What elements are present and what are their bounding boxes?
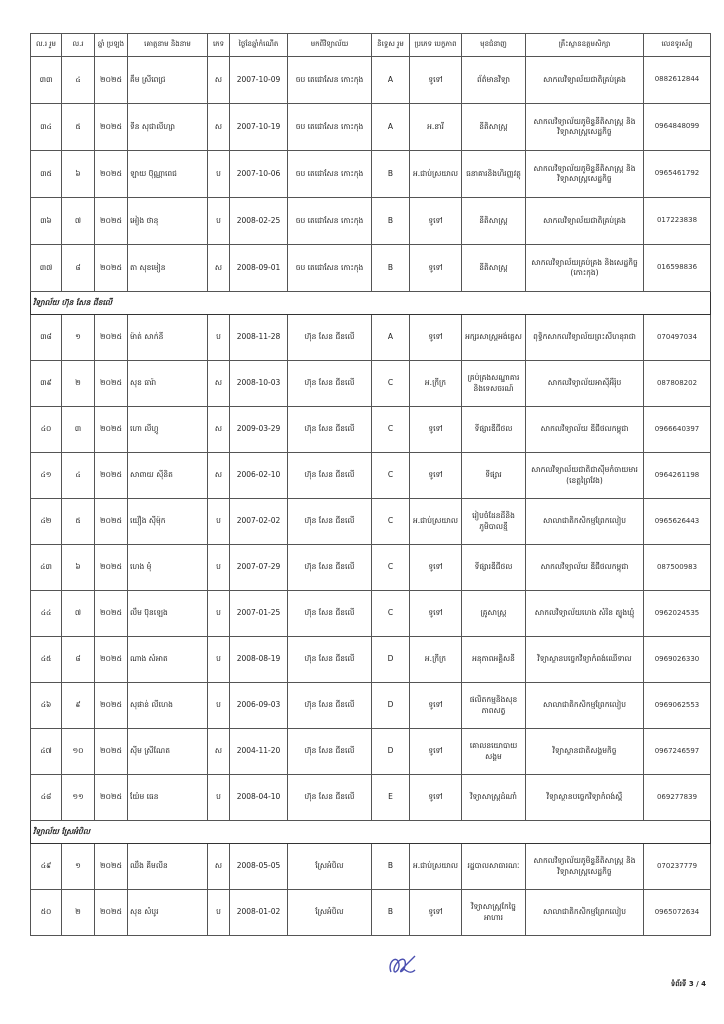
- cell-total-index: ៤៣: [31, 545, 62, 591]
- cell-total-index: ៣៩: [31, 361, 62, 407]
- cell-phone-number: 0964261198: [644, 453, 711, 499]
- table-row: [31, 637, 711, 683]
- cell-sex: ប: [208, 198, 230, 245]
- cell-group-index: ៧: [62, 198, 95, 245]
- cell-total-index: ៤៨: [31, 775, 62, 821]
- cell-overall-grade: B: [372, 245, 410, 292]
- table-row: [31, 57, 711, 104]
- cell-institution: សាលាជាតិកសិកម្មព្រែកលៀប: [526, 683, 644, 729]
- cell-exam-year: ២០២៥: [95, 151, 128, 198]
- cell-date-of-birth: 2006-02-10: [230, 453, 288, 499]
- cell-major: គោលនយោបាយសង្គម: [462, 729, 526, 775]
- cell-from-school: ស្រែអំបិល: [288, 890, 372, 936]
- cell-from-school: ចប តេជោសែន កោះកុង: [288, 57, 372, 104]
- cell-from-school: ហ៊ុន សែន ជីខលើ: [288, 407, 372, 453]
- cell-institution: សាកលវិទ្យាល័យអាស៊ីអឺរ៉ុប: [526, 361, 644, 407]
- cell-date-of-birth: 2008-05-05: [230, 844, 288, 890]
- cell-phone-number: 0965461792: [644, 151, 711, 198]
- cell-full-name: អៀង ថានុ: [128, 198, 208, 245]
- cell-date-of-birth: 2006-09-03: [230, 683, 288, 729]
- cell-overall-grade: B: [372, 151, 410, 198]
- cell-full-name: ឈឹង គីមលីន: [128, 844, 208, 890]
- cell-phone-number: 069277839: [644, 775, 711, 821]
- cell-date-of-birth: 2008-10-03: [230, 361, 288, 407]
- cell-total-index: ៣៤: [31, 104, 62, 151]
- cell-major: ធនាគារនិងហិរញ្ញវត្ថុ: [462, 151, 526, 198]
- cell-exam-year: ២០២៥: [95, 57, 128, 104]
- cell-phone-number: 0969026330: [644, 637, 711, 683]
- cell-major: អក្សរសាស្ត្រអង់គ្លេស: [462, 315, 526, 361]
- cell-from-school: ស្រែអំបិល: [288, 844, 372, 890]
- cell-total-index: ៤៤: [31, 591, 62, 637]
- cell-phone-number: 087808202: [644, 361, 711, 407]
- cell-total-index: ៥០: [31, 890, 62, 936]
- cell-exam-year: ២០២៥: [95, 729, 128, 775]
- table-row: [31, 198, 711, 245]
- cell-from-school: ហ៊ុន សែន ជីខលើ: [288, 775, 372, 821]
- cell-major: នីតិសាស្ត្រ: [462, 245, 526, 292]
- cell-group-index: ៦: [62, 151, 95, 198]
- cell-overall-grade: B: [372, 844, 410, 890]
- cell-group-index: ៨: [62, 245, 95, 292]
- cell-full-name: ឡាយ ប៊ុណ្ណាពេជ: [128, 151, 208, 198]
- cell-major: នីតិសាស្ត្រ: [462, 104, 526, 151]
- cell-sex: ស: [208, 453, 230, 499]
- cell-group-index: ៤: [62, 57, 95, 104]
- cell-overall-grade: C: [372, 591, 410, 637]
- cell-overall-grade: D: [372, 637, 410, 683]
- cell-exam-year: ២០២៥: [95, 890, 128, 936]
- cell-total-index: ៤៦: [31, 683, 62, 729]
- cell-institution: សាលាជាតិកសិកម្មព្រែកលៀប: [526, 890, 644, 936]
- table-row: [31, 844, 711, 890]
- cell-exam-year: ២០២៥: [95, 315, 128, 361]
- cell-candidate-type: អ.ជាប់ស្រយាល: [410, 499, 462, 545]
- cell-exam-year: ២០២៥: [95, 844, 128, 890]
- student-results-table: [30, 33, 711, 936]
- cell-full-name: ហោ លីហ្គូ: [128, 407, 208, 453]
- header-phone-number: លេខទូរស័ព្ទ: [644, 34, 711, 57]
- page-number: ទំព័រទី 3 / 4: [670, 980, 706, 988]
- cell-overall-grade: C: [372, 545, 410, 591]
- cell-full-name: ណាង សំអាត: [128, 637, 208, 683]
- cell-exam-year: ២០២៥: [95, 453, 128, 499]
- cell-institution: សាកលវិទ្យាល័យជាតិជាស៊ីមកំចាយមារ (ខេត្តព្រៃវែង): [526, 453, 644, 499]
- cell-date-of-birth: 2007-10-06: [230, 151, 288, 198]
- cell-phone-number: 0969062553: [644, 683, 711, 729]
- cell-full-name: ស៊ីម ស្រីណែត: [128, 729, 208, 775]
- cell-from-school: ចប តេជោសែន កោះកុង: [288, 245, 372, 292]
- cell-total-index: ៤៩: [31, 844, 62, 890]
- cell-group-index: ៤: [62, 453, 95, 499]
- cell-exam-year: ២០២៥: [95, 245, 128, 292]
- cell-institution: សាកលវិទ្យាល័យគ្រប់គ្រង និងសេដ្ឋកិច្ច (កោះកុង): [526, 245, 644, 292]
- header-overall-grade: និទ្ទេស រួម: [372, 34, 410, 57]
- cell-institution: សាកលវិទ្យាល័យជាតិគ្រប់គ្រង: [526, 198, 644, 245]
- cell-phone-number: 0965072634: [644, 890, 711, 936]
- cell-total-index: ៤០: [31, 407, 62, 453]
- cell-total-index: ៣៥: [31, 151, 62, 198]
- cell-total-index: ៤៧: [31, 729, 62, 775]
- section-school-name: វិទ្យាល័យ ស្រែអំបិល: [31, 821, 711, 844]
- cell-major: ផលិតកម្មនិងសុខភាពសត្វ: [462, 683, 526, 729]
- cell-sex: ស: [208, 245, 230, 292]
- cell-total-index: ៣៨: [31, 315, 62, 361]
- cell-candidate-type: ទូទៅ: [410, 545, 462, 591]
- cell-total-index: ៣៦: [31, 198, 62, 245]
- table-row: [31, 591, 711, 637]
- cell-sex: ស: [208, 104, 230, 151]
- cell-overall-grade: D: [372, 683, 410, 729]
- cell-group-index: ២: [62, 361, 95, 407]
- cell-exam-year: ២០២៥: [95, 499, 128, 545]
- cell-from-school: ហ៊ុន សែន ជីខលើ: [288, 729, 372, 775]
- cell-exam-year: ២០២៥: [95, 591, 128, 637]
- header-full-name: គោត្តនាម និងនាម: [128, 34, 208, 57]
- header-sex: ភេទ: [208, 34, 230, 57]
- cell-full-name: សាពាយ ស៊ីនិត: [128, 453, 208, 499]
- cell-date-of-birth: 2007-02-02: [230, 499, 288, 545]
- cell-institution: សាកលវិទ្យាល័យ ឌីជីថលកម្ពុជា: [526, 407, 644, 453]
- table-row: [31, 315, 711, 361]
- cell-full-name: ទីន សុជាលីហ្សា: [128, 104, 208, 151]
- table-row: [31, 453, 711, 499]
- cell-group-index: ១: [62, 315, 95, 361]
- section-school-name: វិទ្យាល័យ ហ៊ុន សែន ជីខលើ: [31, 292, 711, 315]
- cell-group-index: ៥: [62, 499, 95, 545]
- cell-total-index: ៣៣: [31, 57, 62, 104]
- cell-candidate-type: ទូទៅ: [410, 775, 462, 821]
- cell-candidate-type: ទូទៅ: [410, 453, 462, 499]
- cell-group-index: ១០: [62, 729, 95, 775]
- cell-group-index: ២: [62, 890, 95, 936]
- cell-from-school: ហ៊ុន សែន ជីខលើ: [288, 499, 372, 545]
- table-row: [31, 499, 711, 545]
- cell-overall-grade: D: [372, 729, 410, 775]
- cell-exam-year: ២០២៥: [95, 407, 128, 453]
- cell-institution: សាកលវិទ្យាល័យភូមិន្ទនីតិសាស្ត្រ និងវិទ្យាសាស្ត្រសេដ្ឋកិច្ច: [526, 844, 644, 890]
- cell-exam-year: ២០២៥: [95, 637, 128, 683]
- cell-candidate-type: អ.ជាប់ស្រយាល: [410, 844, 462, 890]
- cell-institution: សាកលវិទ្យាល័យ ឌីជីថលកម្ពុជា: [526, 545, 644, 591]
- cell-exam-year: ២០២៥: [95, 545, 128, 591]
- cell-sex: ប: [208, 591, 230, 637]
- cell-phone-number: 087500983: [644, 545, 711, 591]
- cell-group-index: ៧: [62, 591, 95, 637]
- cell-date-of-birth: 2004-11-20: [230, 729, 288, 775]
- cell-candidate-type: អ.ជាប់ស្រយាល: [410, 151, 462, 198]
- cell-overall-grade: A: [372, 57, 410, 104]
- cell-sex: ប: [208, 890, 230, 936]
- cell-exam-year: ២០២៥: [95, 775, 128, 821]
- cell-full-name: សុខ ធារ៉ា: [128, 361, 208, 407]
- cell-total-index: ៤២: [31, 499, 62, 545]
- cell-major: នីតិសាស្ត្រ: [462, 198, 526, 245]
- cell-phone-number: 0966640397: [644, 407, 711, 453]
- cell-sex: ប: [208, 151, 230, 198]
- cell-group-index: ៦: [62, 545, 95, 591]
- cell-phone-number: 0882612844: [644, 57, 711, 104]
- header-total-index: ល.រ រួម: [31, 34, 62, 57]
- cell-phone-number: 0967246597: [644, 729, 711, 775]
- header-major: មុខជំនាញ: [462, 34, 526, 57]
- cell-from-school: ហ៊ុន សែន ជីខលើ: [288, 591, 372, 637]
- cell-institution: សាកលវិទ្យាល័យហេង សំរិន ត្បូងឃ្មុំ: [526, 591, 644, 637]
- cell-candidate-type: ទូទៅ: [410, 407, 462, 453]
- cell-date-of-birth: 2008-04-10: [230, 775, 288, 821]
- cell-exam-year: ២០២៥: [95, 361, 128, 407]
- cell-candidate-type: អ.នារី: [410, 104, 462, 151]
- table-row: [31, 729, 711, 775]
- cell-candidate-type: អ.ក្រីក្រ: [410, 637, 462, 683]
- table-row: [31, 407, 711, 453]
- cell-date-of-birth: 2008-09-01: [230, 245, 288, 292]
- cell-candidate-type: អ.ក្រីក្រ: [410, 361, 462, 407]
- cell-sex: ស: [208, 729, 230, 775]
- cell-exam-year: ២០២៥: [95, 104, 128, 151]
- table-row: [31, 890, 711, 936]
- cell-full-name: លឹម ប៊ុនឡេង: [128, 591, 208, 637]
- cell-overall-grade: C: [372, 499, 410, 545]
- cell-phone-number: 017223838: [644, 198, 711, 245]
- cell-overall-grade: B: [372, 198, 410, 245]
- cell-full-name: ម៉ាត់ សាក់នី: [128, 315, 208, 361]
- cell-from-school: ចប តេជោសែន កោះកុង: [288, 104, 372, 151]
- table-row: [31, 151, 711, 198]
- cell-full-name: សុខ សំបូរ: [128, 890, 208, 936]
- cell-sex: ស: [208, 407, 230, 453]
- cell-group-index: ៥: [62, 104, 95, 151]
- cell-from-school: ចប តេជោសែន កោះកុង: [288, 198, 372, 245]
- cell-major: វិទ្យាសាស្ត្រដំណាំ: [462, 775, 526, 821]
- cell-total-index: ៣៧: [31, 245, 62, 292]
- cell-total-index: ៤៥: [31, 637, 62, 683]
- header-exam-year: ឆ្នាំ ប្រឡង: [95, 34, 128, 57]
- cell-overall-grade: B: [372, 890, 410, 936]
- cell-phone-number: 016598836: [644, 245, 711, 292]
- cell-group-index: ១: [62, 844, 95, 890]
- cell-date-of-birth: 2009-03-29: [230, 407, 288, 453]
- section-header-row: [31, 821, 711, 844]
- table-header-row: [31, 34, 711, 57]
- header-date-of-birth: ថ្ងៃខែឆ្នាំកំណើត: [230, 34, 288, 57]
- cell-candidate-type: ទូទៅ: [410, 198, 462, 245]
- cell-exam-year: ២០២៥: [95, 683, 128, 729]
- cell-institution: សាកលវិទ្យាល័យជាតិគ្រប់គ្រង: [526, 57, 644, 104]
- header-from-school: មកពីវិទ្យាល័យ: [288, 34, 372, 57]
- cell-date-of-birth: 2008-01-02: [230, 890, 288, 936]
- cell-major: ទីផ្សារឌីជីថល: [462, 407, 526, 453]
- cell-overall-grade: C: [372, 453, 410, 499]
- cell-institution: វិទ្យាស្ថានជាតិសង្គមកិច្ច: [526, 729, 644, 775]
- cell-group-index: ១១: [62, 775, 95, 821]
- cell-overall-grade: A: [372, 315, 410, 361]
- cell-overall-grade: C: [372, 361, 410, 407]
- cell-full-name: តា សុខមៀន: [128, 245, 208, 292]
- cell-from-school: ហ៊ុន សែន ជីខលើ: [288, 361, 372, 407]
- cell-candidate-type: ទូទៅ: [410, 729, 462, 775]
- cell-overall-grade: C: [372, 407, 410, 453]
- cell-sex: ប: [208, 545, 230, 591]
- cell-overall-grade: E: [372, 775, 410, 821]
- cell-sex: ប: [208, 499, 230, 545]
- cell-sex: ប: [208, 775, 230, 821]
- cell-from-school: ហ៊ុន សែន ជីខលើ: [288, 453, 372, 499]
- cell-sex: ប: [208, 315, 230, 361]
- table-row: [31, 775, 711, 821]
- signature-mark: [385, 950, 419, 980]
- cell-phone-number: 0965626443: [644, 499, 711, 545]
- cell-from-school: ហ៊ុន សែន ជីខលើ: [288, 545, 372, 591]
- cell-total-index: ៤១: [31, 453, 62, 499]
- cell-major: អនុភាពអគ្គិសនី: [462, 637, 526, 683]
- cell-group-index: ៣: [62, 407, 95, 453]
- cell-institution: សាកលវិទ្យាល័យភូមិន្ទនីតិសាស្ត្រ និងវិទ្យាសាស្ត្រសេដ្ឋកិច្ច: [526, 151, 644, 198]
- cell-major: រៀបចំដែនដីនិងភូមិបាលខ្មី: [462, 499, 526, 545]
- cell-sex: ប: [208, 683, 230, 729]
- header-candidate-type: ប្រភេទ បេក្ខភាព: [410, 34, 462, 57]
- cell-phone-number: 0962024535: [644, 591, 711, 637]
- cell-from-school: ហ៊ុន សែន ជីខលើ: [288, 315, 372, 361]
- cell-sex: ប: [208, 637, 230, 683]
- header-institution: គ្រឹះស្ថានឧត្តមសិក្សា: [526, 34, 644, 57]
- table-row: [31, 683, 711, 729]
- cell-candidate-type: ទូទៅ: [410, 315, 462, 361]
- cell-date-of-birth: 2007-10-19: [230, 104, 288, 151]
- cell-institution: សាលាជាតិកសិកម្មព្រែកលៀប: [526, 499, 644, 545]
- cell-institution: វិទ្យាស្ថានបច្ចេកវិទ្យាកំពង់ឈើទាល: [526, 637, 644, 683]
- cell-from-school: ហ៊ុន សែន ជីខលើ: [288, 683, 372, 729]
- cell-major: រដ្ឋបាលសាធារណៈ: [462, 844, 526, 890]
- cell-sex: ស: [208, 57, 230, 104]
- section-header-row: [31, 292, 711, 315]
- cell-sex: ស: [208, 361, 230, 407]
- cell-candidate-type: ទូទៅ: [410, 683, 462, 729]
- cell-major: ទីផ្សារឌីជីថល: [462, 545, 526, 591]
- cell-from-school: ចប តេជោសែន កោះកុង: [288, 151, 372, 198]
- cell-candidate-type: ទូទៅ: [410, 57, 462, 104]
- cell-candidate-type: ទូទៅ: [410, 245, 462, 292]
- cell-full-name: គឹម ស្រីពេជ្រ: [128, 57, 208, 104]
- cell-full-name: យឿង ស៊ីម៉ុក: [128, 499, 208, 545]
- cell-date-of-birth: 2008-02-25: [230, 198, 288, 245]
- table-row: [31, 104, 711, 151]
- cell-phone-number: 070237779: [644, 844, 711, 890]
- cell-full-name: យ៉ែម ធេន: [128, 775, 208, 821]
- cell-major: វិទ្យាសាស្ត្រកែច្នៃអាហារ: [462, 890, 526, 936]
- table-row: [31, 545, 711, 591]
- cell-major: គ្រប់គ្រងសណ្ឋាគារនិងទេសចរណ៍: [462, 361, 526, 407]
- cell-phone-number: 0964848099: [644, 104, 711, 151]
- cell-date-of-birth: 2008-11-28: [230, 315, 288, 361]
- cell-group-index: ៩: [62, 683, 95, 729]
- cell-institution: សាកលវិទ្យាល័យភូមិន្ទនីតិសាស្ត្រ និងវិទ្យាសាស្ត្រសេដ្ឋកិច្ច: [526, 104, 644, 151]
- cell-major: គ្រូសាស្ត្រ: [462, 591, 526, 637]
- cell-phone-number: 070497034: [644, 315, 711, 361]
- cell-overall-grade: A: [372, 104, 410, 151]
- cell-candidate-type: ទូទៅ: [410, 890, 462, 936]
- cell-full-name: ហេង មុំ: [128, 545, 208, 591]
- cell-institution: វិទ្យាស្ថានបច្ចេកវិទ្យាកំពង់ស្ពឺ: [526, 775, 644, 821]
- cell-date-of-birth: 2007-07-29: [230, 545, 288, 591]
- table-row: [31, 245, 711, 292]
- cell-sex: ស: [208, 844, 230, 890]
- cell-major: ទីផ្សារ: [462, 453, 526, 499]
- cell-date-of-birth: 2007-01-25: [230, 591, 288, 637]
- table-row: [31, 361, 711, 407]
- cell-full-name: សុផាន់ លីហេង: [128, 683, 208, 729]
- cell-exam-year: ២០២៥: [95, 198, 128, 245]
- cell-group-index: ៨: [62, 637, 95, 683]
- cell-date-of-birth: 2007-10-09: [230, 57, 288, 104]
- cell-from-school: ហ៊ុន សែន ជីខលើ: [288, 637, 372, 683]
- cell-institution: ពុទ្ធិកសាកលវិទ្យាល័យព្រះសីហនុរាជា: [526, 315, 644, 361]
- cell-major: ព័ត៌មានវិទ្យា: [462, 57, 526, 104]
- header-group-index: ល.រ: [62, 34, 95, 57]
- cell-candidate-type: ទូទៅ: [410, 591, 462, 637]
- cell-date-of-birth: 2008-08-19: [230, 637, 288, 683]
